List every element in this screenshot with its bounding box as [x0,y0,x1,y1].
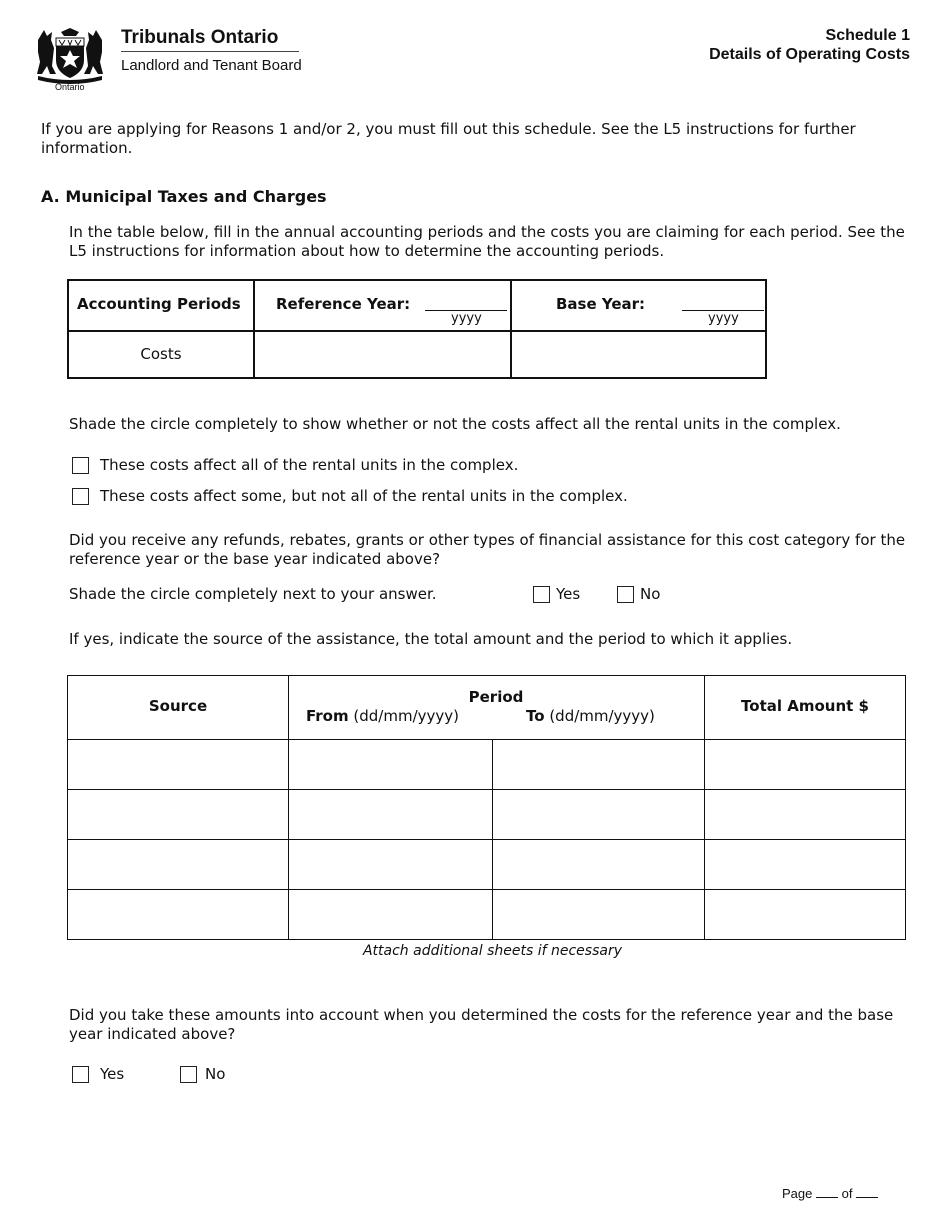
table-divider [704,676,705,939]
took-yes-checkbox[interactable] [72,1066,89,1083]
shade-answer-text: Shade the circle completely next to your answer. [69,585,437,603]
assistance-table [67,675,906,940]
intro-text: If you are applying for Reasons 1 and/or 2, you must fill out this schedule. See the L5 instructions for further information. [41,120,856,157]
base-year-label: Base Year: [556,295,646,313]
table-divider [288,676,289,939]
base-year-hint: yyyy [708,311,739,326]
from-header-hint: (dd/mm/yyyy) [353,707,459,725]
table-row[interactable] [68,790,288,839]
took-into-account-question: Did you take these amounts into account when you determined the costs for the reference year and the base year indicated above? [69,1006,894,1043]
attach-note: Attach additional sheets if necessary [362,943,623,959]
from-header-label: From [306,707,349,725]
page-label: Page [782,1186,813,1201]
table-row[interactable] [68,890,288,939]
affect-some-label: These costs affect some, but not all of the rental units in the complex. [100,487,628,505]
reference-year-label: Reference Year: [276,295,411,313]
page-current-blank [816,1185,838,1198]
refund-yes-label: Yes [556,585,581,603]
took-no-checkbox[interactable] [180,1066,197,1083]
table-intro-text: In the table below, fill in the annual accounting periods and the costs you are claiming for each period. See the L5 instructions for information about how to determine the accounting periods. [69,223,905,260]
table-row[interactable] [68,840,288,889]
source-header: Source [148,697,208,715]
affect-some-checkbox[interactable] [72,488,89,505]
schedule-subtitle: Details of Operating Costs [709,46,910,63]
affect-all-label: These costs affect all of the rental units in the complex. [100,456,519,474]
page-number [782,1185,878,1201]
logo-caption: Ontario [55,82,85,92]
table-row[interactable] [68,740,288,789]
took-no-label: No [205,1065,226,1083]
from-header [306,707,459,725]
reference-year-hint: yyyy [451,311,482,326]
to-header-hint: (dd/mm/yyyy) [549,707,655,725]
page-total-blank [856,1185,878,1198]
section-a-title: A. Municipal Taxes and Charges [41,187,327,206]
accounting-periods-table [67,279,767,379]
shade-intro-text: Shade the circle completely to show whether or not the costs affect all the rental units in the complex. [69,415,841,433]
refund-no-label: No [640,585,661,603]
costs-label: Costs [140,345,182,363]
schedule-heading [709,26,910,64]
took-yes-label: Yes [100,1065,125,1083]
refund-question: Did you receive any refunds, rebates, grants or other types of financial assistance for this cost category for the reference year or the base year indicated above? [69,531,906,568]
to-header-label: To [526,707,545,725]
total-amount-header: Total Amount $ [741,697,869,715]
page-of-label: of [841,1186,853,1201]
refund-yes-checkbox[interactable] [533,586,550,603]
board-name: Landlord and Tenant Board [121,57,302,74]
org-divider [121,51,299,52]
base-year-costs-input[interactable] [512,332,765,379]
schedule-title: Schedule 1 [825,27,910,44]
affect-all-checkbox[interactable] [72,457,89,474]
refund-no-checkbox[interactable] [617,586,634,603]
to-header [526,707,655,725]
if-yes-text: If yes, indicate the source of the assistance, the total amount and the period to which it applies. [69,630,793,648]
period-header: Period [468,688,524,706]
accounting-periods-label: Accounting Periods [77,295,241,313]
org-name: Tribunals Ontario [121,27,279,48]
reference-year-costs-input[interactable] [255,332,510,379]
